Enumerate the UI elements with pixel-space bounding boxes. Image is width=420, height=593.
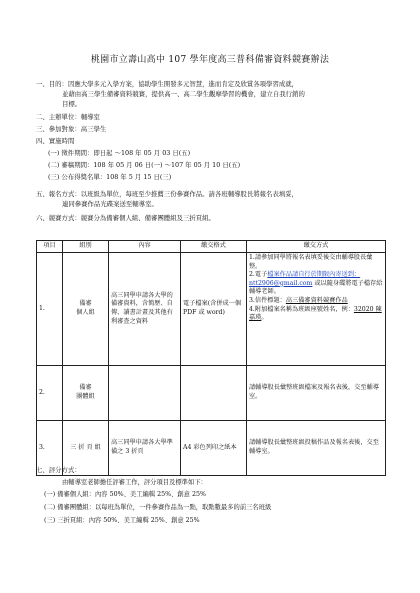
section-scoring-label: 七、評分方式：: [36, 466, 81, 474]
row3-group: 三 折 頁 組: [63, 421, 109, 476]
section-schedule-label: 四、實施時間: [36, 137, 75, 145]
section-organizer: 二、主辦單位：輔導室: [36, 113, 100, 121]
header-item: 項目: [37, 241, 63, 253]
row2-format: [181, 366, 247, 421]
row1-method-2-post: 或以隨身碟將電子檔存給輔導老師。: [249, 279, 383, 296]
row1-method-4: [249, 306, 383, 323]
row3-no: 3.: [37, 421, 63, 476]
row1-method-3: [249, 297, 383, 306]
section-purpose-line3: 目標。: [62, 100, 82, 108]
table-header-row: [37, 241, 386, 253]
scoring-item-trifold: (三) 三折頁組：內容 50%、美工編輯 25%、創意 25%: [44, 517, 200, 524]
schedule-item-submission: (一) 徵件期間：即日起 ～108 年 05 月 03 日(五): [48, 149, 191, 157]
row1-group: [63, 253, 109, 366]
section-registration-line1: 五、報名方式：以班級為單位，每班至少推薦三份參賽作品。請各班輔導股長將報名表填妥，: [36, 190, 299, 198]
schedule-item-review: (二) 審稿期間：108 年 05 月 06 日(一) ～107 年 05 月 10 日(五): [48, 161, 241, 169]
row1-method-4-post: 。: [261, 314, 268, 322]
header-format: 繳交格式: [181, 241, 247, 253]
section-registration-line2: 連同參賽作品光碟案送至輔導室。: [62, 200, 158, 208]
row1-content: 高三同學申請各大學的備審資料，含簡歷、自傳、讀書計畫及其他有利審查之資料: [109, 253, 181, 366]
scoring-intro: 由輔導室老師擔任評審工作，評分項目及標準如下：: [62, 479, 207, 486]
email-link[interactable]: 檔案作品請自行於期限內寄送到：ntt2906@gmail.com: [249, 271, 361, 287]
row1-method-2: [249, 271, 383, 297]
header-content: 內容: [109, 241, 181, 253]
section-purpose-line2: 並藉由高三學生備審資料競賽，提供高一、高二學生觀摩學習的機會，建立自我行銷的: [62, 90, 305, 98]
table-row: [37, 366, 386, 421]
section-participants: 三、參加對象：高三學生: [36, 125, 107, 133]
schedule-item-announce: (三) 公布得獎名單：108 年 5 月 15 日(三): [48, 173, 172, 181]
table-row: [37, 421, 386, 476]
scoring-item-group: (二) 備審團體組：以每班為單位，一件參賽作品為一點，取點數最多的前三名班級: [44, 504, 272, 511]
row1-method-4-pre: 4.附加檔案名稱為班級座號姓名，例：: [249, 305, 354, 313]
row3-format: A4 彩色列印之紙本: [181, 421, 247, 476]
row1-format: 電子檔案(含併成一個 PDF 或 word): [181, 253, 247, 366]
row3-content: 高三同學申請各大學準備之 3 折頁: [109, 421, 181, 476]
row1-method-1: 1.請參加同學將報名表填妥後交由輔導股長彙整。: [249, 254, 373, 270]
row2-group: [63, 366, 109, 421]
row1-method: [247, 253, 386, 366]
row2-no: 2.: [37, 366, 63, 421]
section-purpose-line1: 因應大學多元入學方案，協助學生開發多元智慧，進而肯定及欣賞各項學習成就，: [67, 80, 299, 88]
document-title: 桃園市立壽山高中 107 學年度高三普科備審資料競賽辦法: [90, 55, 330, 65]
section-purpose-label: 一、目的：: [36, 80, 68, 88]
row3-method: 請輔導股長彙整班級投稿作品及報名表後，交至輔導室。: [247, 421, 386, 476]
scoring-item-individual: (一) 備審個人組：內容 50%、美工編輯 25%、創意 25%: [44, 491, 206, 498]
row1-method-2-pre: 2.電子: [249, 271, 268, 279]
row1-method-3-subject: 高三備審資料競賽作品: [285, 296, 348, 304]
row2-group-b: 團體組: [76, 393, 95, 400]
table-row: [37, 253, 386, 366]
section-purpose: [36, 80, 298, 89]
header-group: 組別: [63, 241, 109, 253]
row2-group-a: 備審: [79, 384, 92, 392]
row1-group-b: 個人組: [76, 309, 95, 316]
row1-method-4-example: 32020 陳嘉瑛: [249, 305, 382, 322]
row2-content: [109, 366, 181, 421]
row1-group-a: 備審: [79, 300, 92, 308]
competition-table: [36, 240, 386, 476]
section-competition: 六、競賽方式：競賽分為備審個人組、備審團體組及三折頁組。: [36, 214, 215, 222]
row1-method-3-pre: 3.信件標題：: [249, 296, 286, 304]
row2-method: 請輔導股長彙整班級檔案及報名表後，交至輔導室。: [247, 366, 386, 421]
row1-no: 1.: [37, 253, 63, 366]
header-method: 繳交方式: [247, 241, 386, 253]
